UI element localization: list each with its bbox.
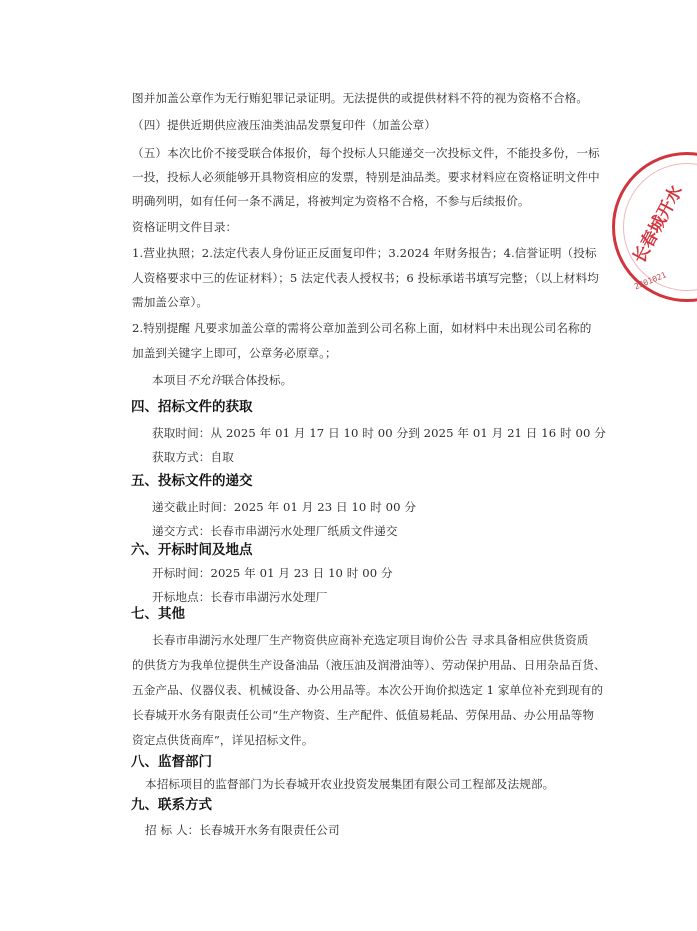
paragraph-line: 招 标 人：长春城开水务有限责任公司 [145, 823, 340, 837]
section-heading: 八、监督部门 [131, 754, 212, 770]
paragraph-line: 1.营业执照；2.法定代表人身份证正反面复印件；3.2024 年财务报告；4.信誉证明（投标 [132, 246, 597, 260]
paragraph-line: 长春城开水务有限责任公司“生产物资、生产配件、低值易耗品、劳保用品、办公用品等物 [132, 708, 595, 722]
paragraph-line: 需加盖公章）。 [132, 295, 209, 309]
paragraph-line: 2.特别提醒 凡要求加盖公章的需将公章加盖到公司名称上面，如材料中未出现公司名称的 [132, 321, 592, 335]
text-span: 本项目 [152, 373, 188, 387]
paragraph-line: 资格证明文件目录： [132, 220, 238, 234]
seal-text: 长春城开水 [629, 182, 687, 267]
paragraph-line: 人资格要求中三的佐证材料）；5 法定代表人授权书；6 投标承诺书填写完整；（以上材料均 [132, 271, 599, 285]
section-heading: 六、开标时间及地点 [131, 542, 253, 558]
paragraph-line: 明确列明，如有任何一条不满足，将被判定为资格不合格，不参与后续报价。 [132, 194, 530, 208]
paragraph-line: 获取方式：自取 [152, 450, 234, 464]
paragraph-line [152, 372, 292, 388]
section-heading: 四、招标文件的获取 [131, 399, 253, 415]
paragraph-line: 本招标项目的监督部门为长春城开农业投资发展集团有限公司工程部及法规部。 [145, 777, 555, 791]
paragraph-line: （五）本次比价不接受联合体报价，每个投标人只能递交一次投标文件，不能投多份，一标 [132, 146, 600, 160]
paragraph-line: 五金产品、仪器仪表、机械设备、办公用品等。本次公开询价拟选定 1 家单位补充到现有的 [132, 683, 604, 697]
paragraph-line: 图并加盖公章作为无行贿犯罪记录证明。无法提供的或提供材料不符的视为资格不合格。 [132, 91, 589, 105]
company-seal-stamp [612, 152, 697, 302]
paragraph-line: 递交方式：长春市串湖污水处理厂纸质文件递交 [152, 524, 398, 538]
section-heading: 七、其他 [131, 606, 185, 622]
paragraph-line: 开标地点：长春市串湖污水处理厂 [152, 590, 328, 604]
text-span: 联合体投标。 [222, 373, 293, 387]
paragraph-line: （四）提供近期供应液压油类油品发票复印件（加盖公章） [132, 118, 437, 132]
seal-number: 2201021 [633, 270, 668, 292]
paragraph-line: 长春市串湖污水处理厂生产物资供应商补充选定项目询价公告 寻求具备相应供货资质 [152, 633, 589, 647]
paragraph-line: 一投，投标人必须能够开具物资相应的发票，特别是油品类。要求材料应在资格证明文件中 [132, 170, 600, 184]
section-heading: 九、联系方式 [131, 797, 212, 813]
section-heading: 五、投标文件的递交 [131, 473, 253, 489]
paragraph-line: 资定点供货商库”，详见招标文件。 [132, 733, 314, 747]
paragraph-line: 的供货方为我单位提供生产设备油品（液压油及润滑油等）、劳动保护用品、日用杂品百货、 [132, 658, 606, 672]
paragraph-line: 加盖到关键字上即可，公章务必原章。； [132, 346, 337, 360]
paragraph-line: 获取时间：从 2025 年 01 月 17 日 10 时 00 分到 2025 年 01 月 21 日 16 时 00 分 [152, 426, 606, 440]
text-span: 不允许 [187, 373, 223, 387]
paragraph-line: 递交截止时间：2025 年 01 月 23 日 10 时 00 分 [152, 500, 417, 514]
paragraph-line: 开标时间：2025 年 01 月 23 日 10 时 00 分 [152, 566, 393, 580]
